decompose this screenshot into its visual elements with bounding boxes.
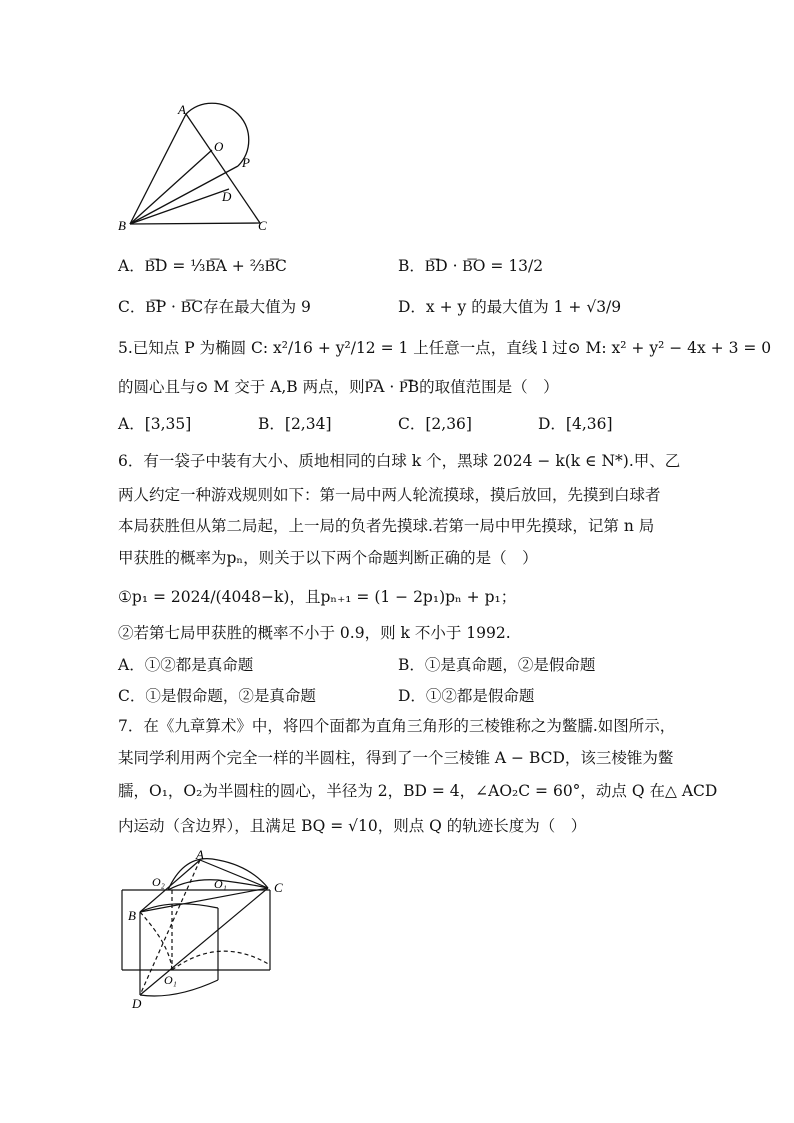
q5-option-a: A．[3,35] xyxy=(118,415,192,433)
q6-line-3: 本局获胜但从第二局起，上一局的负者先摸球.若第一局中甲先摸球，记第 n 局 xyxy=(118,517,655,535)
q7-line-4: 内运动（含边界），且满足 BQ = √10，则点 Q 的轨迹长度为（ ） xyxy=(118,817,587,835)
q6-option-d: D．①②都是假命题 xyxy=(398,687,535,705)
q4-option-d: D．x + y 的最大值为 1 + √3/9 xyxy=(398,298,622,316)
label-C: C xyxy=(258,218,267,233)
triangle-semicircle-figure xyxy=(110,100,290,235)
label-B: B xyxy=(118,218,126,233)
q5-line-2: 的圆心且与⊙ M 交于 A,B 两点，则P͞A · P͞B的取值范围是（ ） xyxy=(118,378,559,396)
label-D: D xyxy=(222,189,232,204)
q5-option-b: B．[2,34] xyxy=(258,415,332,433)
q5-line-1: 5.已知点 P 为椭圆 C: x²/16 + y²/12 = 1 上任意一点，直线 l 过⊙ M: x² + y² − 4x + 3 = 0 xyxy=(118,339,772,357)
q6-statement-1: ①p₁ = 2024/(4048−k)，且pₙ₊₁ = (1 − 2p₁)pₙ + p₁； xyxy=(118,588,517,606)
q6-line-2: 两人约定一种游戏规则如下：第一局中两人轮流摸球，摸后放回，先摸到白球者 xyxy=(118,486,661,504)
q5-option-d: D．[4,36] xyxy=(538,415,613,433)
fig2-label-C: C xyxy=(274,880,283,895)
q6-statement-2: ②若第七局甲获胜的概率不小于 0.9，则 k 不小于 1992. xyxy=(118,624,511,642)
fig2-label-D: D xyxy=(132,996,142,1010)
label-P: P xyxy=(242,155,250,170)
fig2-label-O1-bottom: O₁ xyxy=(164,973,177,987)
q4-option-c: C．B͞P · B͞C存在最大值为 9 xyxy=(118,298,311,316)
fig2-label-O1-top: O₁ xyxy=(214,877,227,891)
q7-line-2: 某同学利用两个完全一样的半圆柱，得到了一个三棱锥 A − BCD，该三棱锥为鳖 xyxy=(118,749,674,767)
q6-line-1: 6．有一袋子中装有大小、质地相同的白球 k 个，黑球 2024 − k(k ∈ N*).甲、乙 xyxy=(118,452,681,470)
label-A: A xyxy=(178,102,186,117)
q5-option-c: C．[2,36] xyxy=(398,415,472,433)
fig2-label-O2: O₂ xyxy=(152,875,165,889)
fig2-label-A: A xyxy=(196,850,204,862)
q6-option-b: B．①是真命题，②是假命题 xyxy=(398,656,596,674)
q7-line-3: 臑，O₁，O₂为半圆柱的圆心，半径为 2，BD = 4，∠AO₂C = 60°，动点 Q 在△ ACD xyxy=(118,782,718,800)
label-O: O xyxy=(214,139,224,154)
q7-line-1: 7．在《九章算术》中，将四个面都为直角三角形的三棱锥称之为鳖臑.如图所示， xyxy=(118,717,676,735)
q4-option-a: A．B͞D = ⅓B͞A + ⅔B͞C xyxy=(118,257,287,275)
fig2-label-B: B xyxy=(128,908,136,923)
q6-line-4: 甲获胜的概率为pₙ，则关于以下两个命题判断正确的是（ ） xyxy=(118,549,538,567)
half-cylinder-tetrahedron-figure xyxy=(110,850,300,1010)
q4-option-b: B．B͞D · B͞O = 13/2 xyxy=(398,257,544,275)
q6-option-a: A．①②都是真命题 xyxy=(118,656,254,674)
q6-option-c: C．①是假命题，②是真命题 xyxy=(118,687,316,705)
